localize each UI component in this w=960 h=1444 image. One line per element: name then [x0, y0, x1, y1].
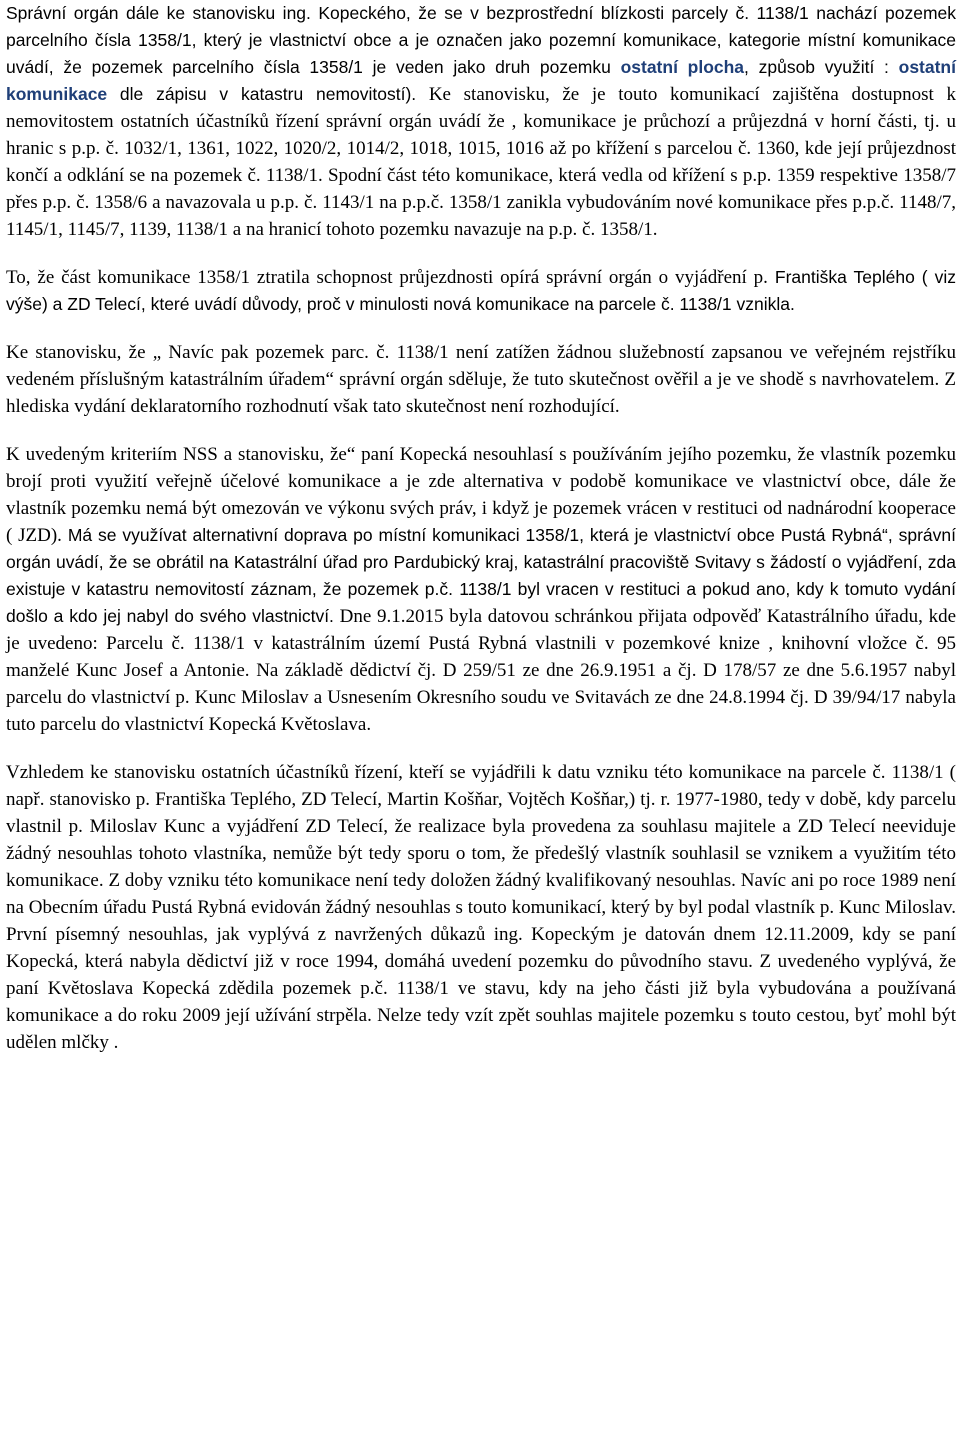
paragraph-owner-consent	[6, 759, 956, 1056]
paragraph-text: Dne 9.1.2015 byla datovou schránkou přijata odpověď Katastrálního úřadu, kde je uvedeno: Parcelu č. 1138/1 v katastrálním území Pustá Rybná vlastnili v pozemkové knize , knihovní vložce č. 95 manželé Kunc Josef a Antonie. Na základě dědictví čj. D 259/51 ze dne 26.9.1951 a čj. D 178/57 ze dne 5.6.1957 nabyl parcelu do vlastnictví p. Kunc Miloslav a Usnesením Okresního soudu ve Svitavách ze dne 24.8.1994 čj. D 39/94/17 nabyla tuto parcelu do vlastnictví Kopecká Květoslava.	[6, 606, 956, 735]
bold-term-other-road: ostatní komunikace	[6, 57, 956, 104]
paragraph-text: , způsob využití :	[744, 57, 899, 77]
paragraph-text: Františka Teplého ( viz výše) a ZD Telecí, které uvádí důvody, proč v minulosti nová komunikace na parcele č. 1138/1 vznikla.	[6, 267, 956, 314]
paragraph-text: Ke stanovisku, že „ Navíc pak pozemek parc. č. 1138/1 není zatížen žádnou služebností zapsanou ve veřejném rejstříku vedeném příslušným katastrálním úřadem“ správní orgán sděluje, že tuto skutečnost ověřil a je ve shodě s navrhovatelem. Z hlediska vydání deklaratorního rozhodnutí však tato skutečnost není rozhodující.	[6, 342, 956, 417]
bold-term-other-area: ostatní plocha	[620, 57, 745, 77]
paragraph-text: dle zápisu v katastru nemovitostí).	[107, 84, 417, 104]
paragraph-nss-criteria	[6, 441, 956, 738]
paragraph-text: To, že část komunikace 1358/1 ztratila schopnost průjezdnosti opírá správní orgán o vyjádření p.	[6, 267, 768, 288]
paragraph-text: Správní orgán dále ke stanovisku ing. Kopeckého, že se v bezprostřední blízkosti parcely č. 1138/1 nachází pozemek parcelního čísla 1358/1, který je vlastnictví obce a je označen jako pozemní komunikace, kategorie místní komunikace uvádí, že pozemek parcelního čísla 1358/1 je veden jako druh pozemku	[6, 3, 956, 77]
paragraph-easement	[6, 339, 956, 420]
paragraph-text: Ke stanovisku, že je touto komunikací zajištěna dostupnost k nemovitostem ostatních účastníků řízení správní orgán uvádí že , komunikace je průchozí a průjezdná v horní části, tj. u hranic s p.p. č. 1032/1, 1361, 1022, 1020/2, 1014/2, 1018, 1015, 1016 až po křížení s parcelou č. 1360, kde její průjezdnost končí a odklání se na pozemek č. 1138/1. Spodní část této komunikace, která vedla od křížení s p.p. 1359 respektive 1358/7 přes p.p. č. 1358/6 a navazovala u p.p. č. 1143/1 na p.p.č. 1358/1 zanikla vybudováním nové komunikace přes p.p.č. 1148/7, 1145/1, 1145/7, 1139, 1138/1 a na hranicí tohoto pozemku navazuje na p.p. č. 1358/1.	[6, 84, 956, 240]
paragraph-road-access	[6, 0, 956, 243]
paragraph-passability	[6, 264, 956, 318]
paragraph-text: K uvedeným kriteriím NSS a stanovisku, že“ paní Kopecká nesouhlasí s používáním jejího pozemku, že vlastník pozemku brojí proti využití veřejně účelové komunikace a je zde alternativa v podobě komunikace ve vlastnictví obce, dále že vlastník pozemku nemá být omezován ve výkonu svých práv, i když je pozemek vrácen v restituci od nadnárodní kooperace ( JZD).	[6, 444, 956, 546]
paragraph-text: Má se využívat alternativní doprava po místní komunikaci 1358/1, která je vlastnictví obce Pustá Rybná“, správní orgán uvádí, že se obrátil na Katastrální úřad pro Pardubický kraj, katastrální pracoviště Svitavy s žádostí o vyjádření, zda existuje v katastru nemovitostí záznam, že pozemek p.č. 1138/1 byl vracen v restituci a pokud ano, kdy k tomuto vydání došlo a kdo jej nabyl do svého vlastnictví.	[6, 525, 956, 626]
paragraph-text: Vzhledem ke stanovisku ostatních účastníků řízení, kteří se vyjádřili k datu vzniku této komunikace na parcele č. 1138/1 ( např. stanovisko p. Františka Teplého, ZD Telecí, Martin Košňar, Vojtěch Košňar,) tj. r. 1977-1980, tedy v době, kdy parcelu vlastnil p. Miloslav Kunc a vyjádření ZD Telecí, že realizace byla provedena za souhlasu majitele a ZD Telecí neeviduje žádný nesouhlas tohoto vlastníka, nemůže být tedy sporu o tom, že předešlý vlastník souhlasil se vznikem a využitím této komunikace. Z doby vzniku této komunikace není tedy doložen žádný kvalifikovaný nesouhlas. Navíc ani po roce 1989 není na Obecním úřadu Pustá Rybná evidován žádný nesouhlas s touto komunikací, který by byl podal vlastník p. Kunc Miloslav. První písemný nesouhlas, jak vyplývá z navržených důkazů ing. Kopeckým je datován dnem 12.11.2009, kdy se paní Kopecká, která nabyla dědictví již v roce 1994, domáhá uvedení pozemku do původního stavu. Z uvedeného vyplývá, že paní Květoslava Kopecká zdědila pozemek p.č. 1138/1 ve stavu, kdy na jeho části již byla vybudována a používaná komunikace a do roku 2009 její užívání strpěla. Nelze tedy vzít zpět souhlas majitele pozemku s touto cestou, byť mohl být udělen mlčky .	[6, 762, 956, 1053]
